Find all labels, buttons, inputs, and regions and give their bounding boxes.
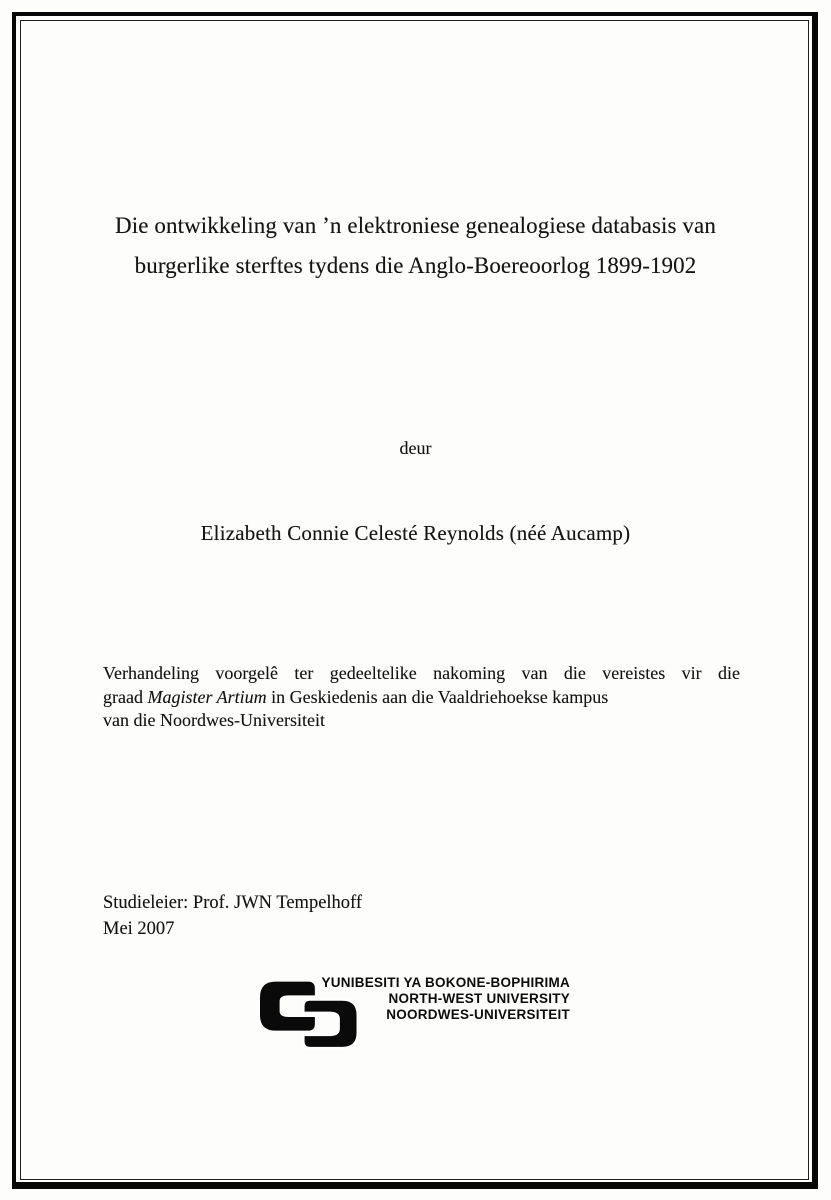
author-name: Elizabeth Connie Celesté Reynolds (néé Aucamp) <box>200 521 631 545</box>
date-line: Mei 2007 <box>103 918 175 939</box>
degree-name-italic: Magister Artium <box>147 686 267 707</box>
logo-text-afrikaans: NOORDWES-UNIVERSITEIT <box>386 1007 570 1023</box>
page-border-inner <box>20 20 809 1180</box>
supervisor-block <box>103 891 362 942</box>
logo-text-setswana: YUNIBESITI YA BOKONE-BOPHIRIMA <box>321 975 570 990</box>
byline: deur <box>399 438 432 458</box>
supervisor-line: Studieleier: Prof. JWN Tempelhoff <box>103 893 363 913</box>
statement-line-3: van die Noordwes-Universiteit <box>103 710 325 730</box>
statement-line-2-prefix: graad <box>103 686 148 707</box>
page-title <box>36 206 795 286</box>
degree-statement <box>103 662 740 733</box>
statement-line-2 <box>103 686 740 710</box>
title-line-1: Die ontwikkeling van ’n elektroniese genealogiese databasis van <box>115 213 716 238</box>
logo-text-english: NORTH-WEST UNIVERSITY <box>388 991 570 1007</box>
statement-line-2-suffix: in Geskiedenis aan die Vaaldriehoekse kampus <box>266 686 609 707</box>
statement-line-1: Verhandeling voorgelê ter gedeeltelike nakoming van die vereistes vir die <box>103 663 740 683</box>
title-line-2: burgerlike sterftes tydens die Anglo-Boereoorlog 1899-1902 <box>134 253 697 278</box>
